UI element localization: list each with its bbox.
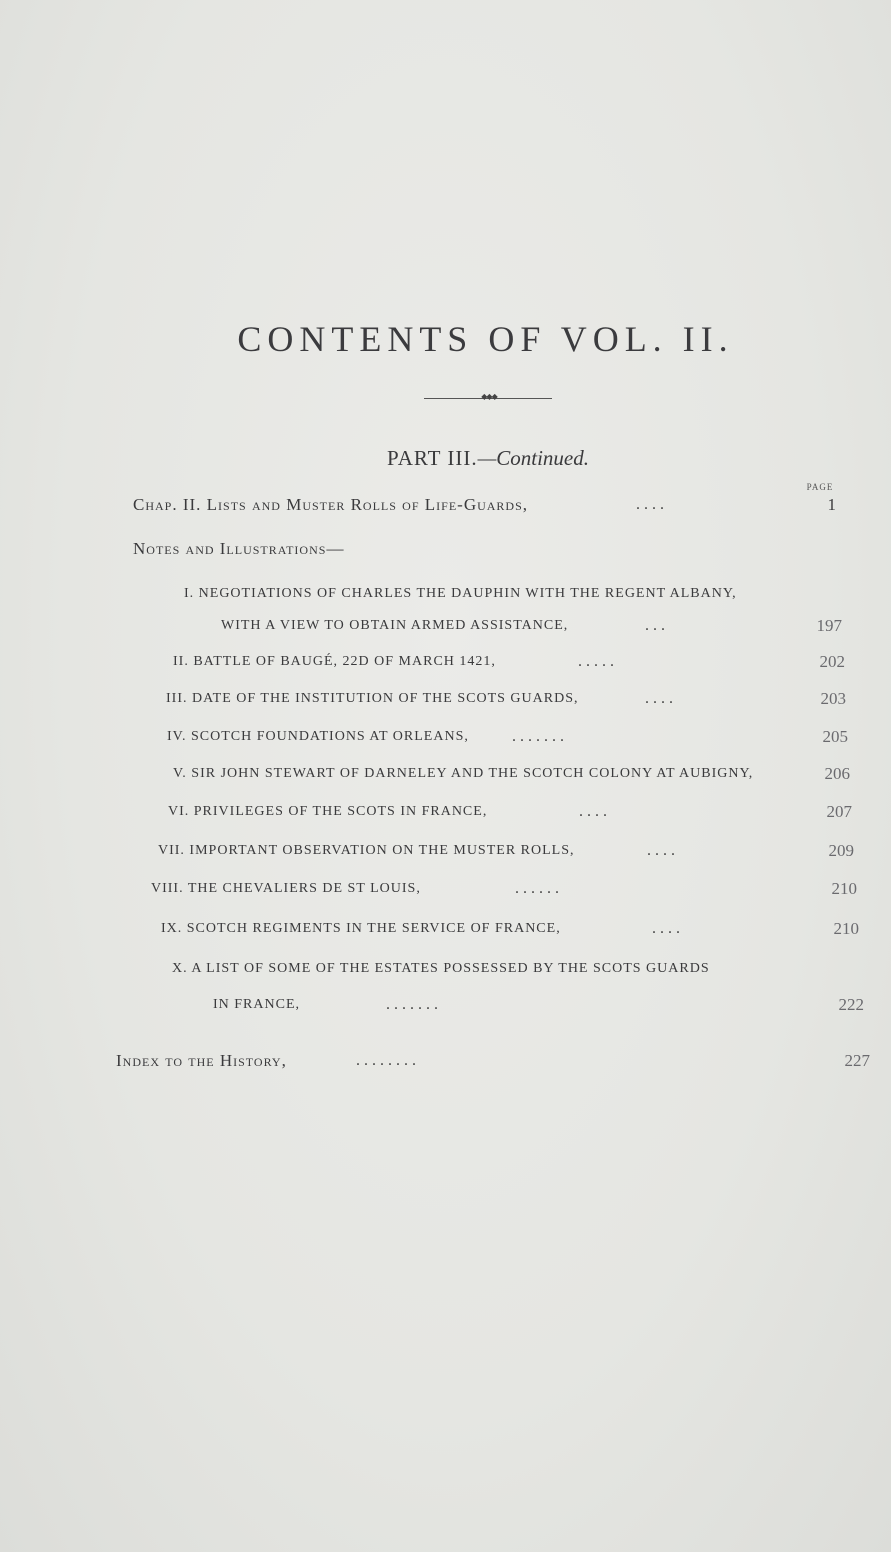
note-line: IV. SCOTCH FOUNDATIONS AT ORLEANS, [167,729,469,744]
note-line: VIII. THE CHEVALIERS DE ST LOUIS, [151,881,421,896]
note-page: 222 [838,995,864,1014]
note-page: 210 [831,879,857,898]
notes-heading: Notes and Illustrations— [133,539,345,558]
chapter-page: 1 [827,495,836,514]
title-ornament: ◆◆◆ [481,392,497,401]
note-line: VI. PRIVILEGES OF THE SCOTS IN FRANCE, [168,804,488,819]
note-line: IN FRANCE, [213,997,301,1012]
index-page: 227 [844,1051,870,1070]
note-dots: . . . . [647,842,675,859]
note-line: V. SIR JOHN STEWART OF DARNELEY AND THE SCOTCH COLONY AT AUBIGNY, [173,766,754,781]
note-page: 206 [824,764,850,783]
note-dots: . . . [645,617,665,634]
chapter-dots: . . . . [636,496,664,513]
part-continued: —Continued. [477,446,589,470]
note-page: 209 [828,841,854,860]
note-line: IX. SCOTCH REGIMENTS IN THE SERVICE OF FRANCE, [161,921,561,936]
note-dots: . . . . . . . [512,728,564,745]
part-label: PART III. [386,446,478,470]
page-column-header: PAGE [806,482,834,492]
note-line: II. BATTLE OF BAUGÉ, 22D OF MARCH 1421, [173,654,496,669]
part-heading [0,446,891,471]
note-line: III. DATE OF THE INSTITUTION OF THE SCOTS GUARDS, [166,691,579,706]
note-page: 207 [826,802,852,821]
note-dots: . . . . . . [515,880,559,897]
note-line: WITH A VIEW TO OBTAIN ARMED ASSISTANCE, [221,618,569,633]
note-dots: . . . . [645,690,673,707]
note-page: 203 [820,689,846,708]
note-dots: . . . . . [578,653,614,670]
note-page: 210 [833,919,859,938]
note-dots: . . . . . . . [386,996,438,1013]
note-line: X. A LIST OF SOME OF THE ESTATES POSSESSED BY THE SCOTS GUARDS [172,961,710,976]
index-title: Index to the History, [116,1051,287,1070]
note-dots: . . . . [579,803,607,820]
note-page: 202 [819,652,845,671]
note-line: VII. IMPORTANT OBSERVATION ON THE MUSTER ROLLS, [158,843,575,858]
note-page: 205 [822,727,848,746]
note-dots: . . . . [652,920,680,937]
page-title: CONTENTS OF VOL. II. [237,319,734,359]
note-line: I. NEGOTIATIONS OF CHARLES THE DAUPHIN WITH THE REGENT ALBANY, [184,586,737,601]
index-dots: . . . . . . . . [356,1052,416,1069]
note-page: 197 [816,616,842,635]
chapter-title: Chap. II. Lists and Muster Rolls of Life-Guards, [133,495,529,514]
